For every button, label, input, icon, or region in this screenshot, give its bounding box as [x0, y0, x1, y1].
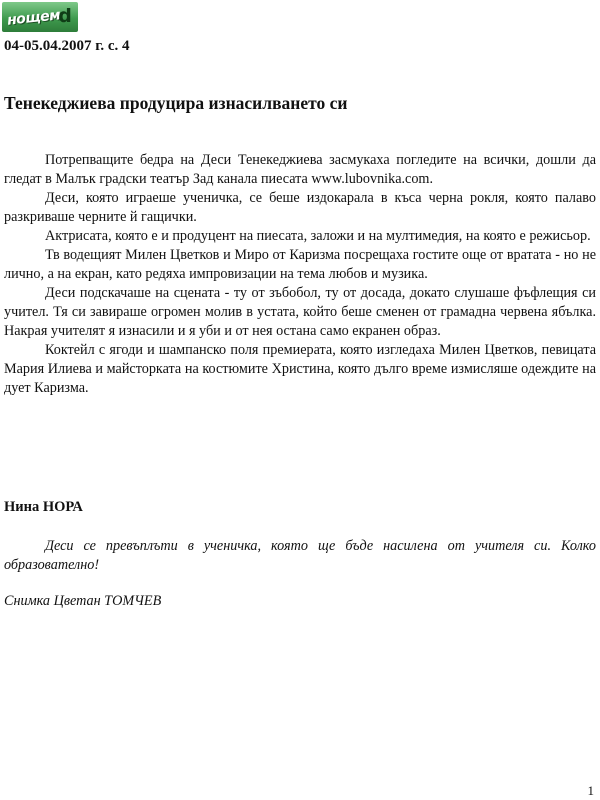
page-number: 1 — [587, 783, 594, 798]
article-paragraph: Потрепващите бедра на Деси Тенекеджиева засмукаха погледите на всички, дошли да гледат в Малък градски театър Зад канала пиесата www.lubovnika.com. — [4, 152, 596, 187]
photo-caption: Деси се превъплъти в ученичка, която ще бъде насилена от учителя си. Колко образователно! — [4, 538, 596, 573]
article-body — [4, 151, 596, 398]
article-author: Нина НОРА — [4, 499, 83, 515]
article-paragraph: Тв водещият Милен Цветков и Миро от Каризма посрещаха гостите още от вратата - но не лично, а на екран, като редяха импровизации на тема любов и музика. — [4, 247, 596, 282]
article-paragraph: Деси, която играеше ученичка, се беше издокарала в къса черна рокля, която палаво разкриваше черните й гащички. — [4, 190, 596, 225]
logo-badge-icon: d — [58, 5, 72, 27]
photo-credit: Снимка Цветан ТОМЧЕВ — [4, 593, 162, 609]
article-paragraph: Актрисата, която е и продуцент на пиесата, заложи и на мултимедия, на която е режисьор. — [45, 228, 591, 244]
article-paragraph: Деси подскачаше на сцената - ту от зъбобол, ту от досада, докато слушаше фъфлещия си учител. Тя си завираше огромен молив в устата, който беше сменен от грамадна червена ябълка. Накрая учителят я изнасили и я уби и от нея остана само екранен образ. — [4, 285, 596, 339]
issue-date-page: 04-05.04.2007 г. с. 4 — [4, 38, 130, 54]
logo-text: нощем — [6, 7, 61, 29]
article-paragraph: Коктейл с ягоди и шампанско поля премиерата, която изгледаха Милен Цветков, певицата Мария Илиева и майсторката на костюмите Христина, която дълго време измисляше одеждите на дует Каризма. — [4, 342, 596, 396]
publication-logo — [2, 2, 78, 32]
article-headline: Тенекеджиева продуцира изнасилването си — [4, 93, 348, 113]
